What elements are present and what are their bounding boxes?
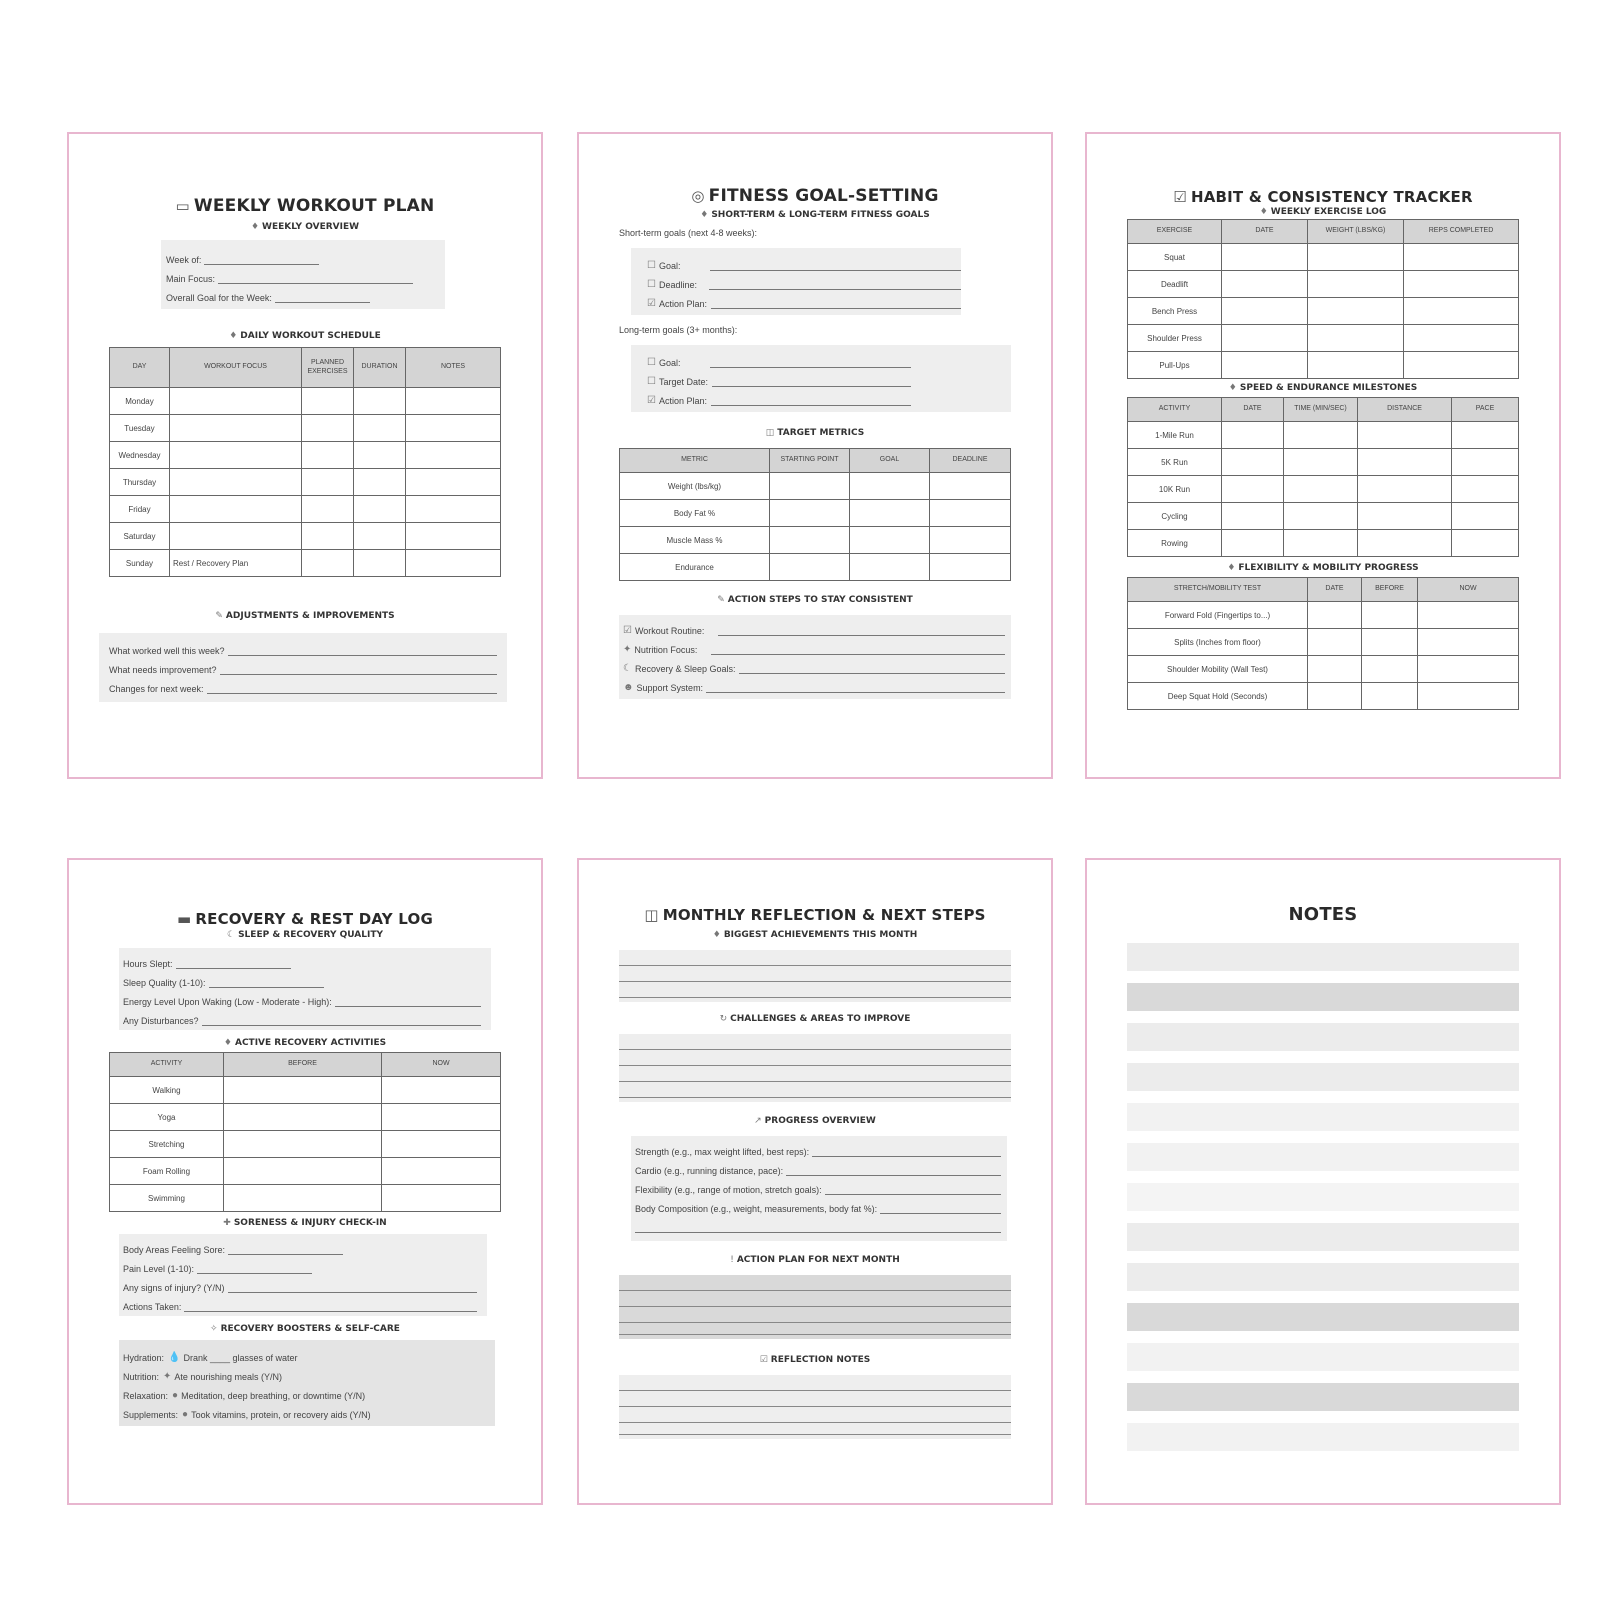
speed-endurance-table — [1127, 397, 1519, 557]
table-header: GOAL — [850, 449, 930, 473]
progress-box — [631, 1136, 1007, 1241]
sleep-box — [119, 948, 491, 1030]
moon-icon: ☾ — [227, 930, 236, 940]
section-heading: ☾ SLEEP & RECOVERY QUALITY — [227, 930, 383, 940]
table-header: DATE — [1222, 398, 1284, 422]
action-steps-box — [619, 615, 1011, 699]
notebook-icon: ☑ — [759, 1355, 768, 1365]
page-title: ▬ RECOVERY & REST DAY LOG — [177, 910, 433, 928]
short-action-plan-field[interactable]: ☑ Action Plan: — [647, 290, 961, 309]
sleep-quality-field[interactable]: Sleep Quality (1-10): — [123, 969, 481, 988]
weekly-workout-plan-page — [67, 132, 543, 779]
note-line[interactable] — [1127, 1423, 1519, 1451]
section-heading: ✎ ADJUSTMENTS & IMPROVEMENTS — [215, 611, 395, 621]
table-row — [110, 442, 501, 469]
table-header: STRETCH/MOBILITY TEST — [1128, 578, 1308, 602]
nutrition-item[interactable]: Nutrition: ✦ Ate nourishing meals (Y/N) — [123, 1371, 282, 1382]
note-line[interactable] — [1127, 983, 1519, 1011]
dumbbell-icon: ♦ — [250, 222, 260, 232]
table-header: WORKOUT FOCUS — [170, 348, 302, 388]
page-title: ☑ HABIT & CONSISTENCY TRACKER — [1173, 188, 1473, 206]
table-header: NOW — [382, 1053, 501, 1077]
note-line[interactable] — [1127, 1143, 1519, 1171]
exercise-log-table — [1127, 219, 1519, 379]
worked-well-field[interactable]: What worked well this week? — [109, 637, 497, 656]
table-header: BEFORE — [1362, 578, 1418, 602]
pin-icon: ! — [730, 1255, 734, 1265]
table-header: DISTANCE — [1358, 398, 1452, 422]
metrics-table — [619, 448, 1011, 581]
section-heading: ♦ BIGGEST ACHIEVEMENTS THIS MONTH — [712, 930, 918, 940]
table-header: DEADLINE — [930, 449, 1011, 473]
page-title: ◫ MONTHLY REFLECTION & NEXT STEPS — [644, 906, 986, 924]
table-row: Rowing — [1128, 530, 1519, 557]
recovery-sleep-field[interactable]: ☾ Recovery & Sleep Goals: — [623, 655, 1005, 674]
table-header: WEIGHT (LBS/KG) — [1308, 220, 1404, 244]
pill-icon: ● — [182, 1409, 189, 1420]
notes-lines[interactable] — [1127, 943, 1519, 1451]
bed-icon: ▬ — [177, 910, 192, 928]
day-cell: Sunday — [110, 550, 170, 577]
overview-box — [161, 240, 445, 309]
relaxation-item[interactable]: Relaxation: ● Meditation, deep breathing, or downtime (Y/N) — [123, 1390, 366, 1401]
table-row: Forward Fold (Fingertips to...) — [1128, 602, 1519, 629]
main-focus-field[interactable]: Main Focus: — [166, 265, 445, 284]
notes-page — [1085, 858, 1561, 1505]
body-composition-field[interactable]: Body Composition (e.g., weight, measurements, body fat %): — [635, 1195, 1001, 1214]
table-header: PLANNED EXERCISES — [302, 348, 354, 388]
table-row: Weight (lbs/kg) — [620, 473, 1011, 500]
calendar-icon: ▭ — [175, 197, 190, 215]
long-goal-field[interactable]: ☐ Goal: — [647, 349, 911, 368]
nutrition-focus-field[interactable]: ✦ Nutrition Focus: — [623, 636, 1005, 655]
changes-next-week-field[interactable]: Changes for next week: — [109, 675, 497, 694]
table-header: STARTING POINT — [770, 449, 850, 473]
section-heading: ! ACTION PLAN FOR NEXT MONTH — [730, 1255, 900, 1265]
challenges-lines[interactable] — [619, 1034, 1011, 1102]
section-heading: ♦ SPEED & ENDURANCE MILESTONES — [1228, 383, 1418, 393]
week-of-field[interactable]: Week of: — [166, 246, 445, 265]
table-row — [110, 523, 501, 550]
meditation-icon: ● — [172, 1390, 179, 1401]
table-row: Muscle Mass % — [620, 527, 1011, 554]
table-row: Swimming — [110, 1185, 501, 1212]
bandage-icon: ✚ — [223, 1218, 231, 1228]
table-header: PACE — [1452, 398, 1519, 422]
progress-extra-line[interactable] — [635, 1214, 1001, 1233]
table-row: Bench Press — [1128, 298, 1519, 325]
table-header: ACTIVITY — [110, 1053, 224, 1077]
table-row — [110, 469, 501, 496]
sparkle-icon: ✧ — [210, 1324, 218, 1334]
long-term-box — [631, 345, 1011, 412]
overall-goal-field[interactable]: Overall Goal for the Week: — [166, 284, 445, 303]
achievements-lines[interactable] — [619, 950, 1011, 1002]
workout-routine-field[interactable]: ☑ Workout Routine: — [623, 617, 1005, 636]
section-heading: ◫ TARGET METRICS — [765, 428, 865, 438]
note-line[interactable] — [1127, 1303, 1519, 1331]
pain-level-field[interactable]: Pain Level (1-10): — [123, 1255, 477, 1274]
wrench-icon: ✎ — [717, 595, 725, 605]
action-plan-lines[interactable] — [619, 1275, 1011, 1339]
trend-icon: ↗ — [754, 1116, 762, 1126]
table-header: EXERCISE — [1128, 220, 1222, 244]
fitness-goal-setting-page — [577, 132, 1053, 779]
chart-icon: ◫ — [644, 906, 659, 924]
trophy-icon: ☐ — [647, 279, 656, 290]
sore-areas-field[interactable]: Body Areas Feeling Sore: — [123, 1236, 477, 1255]
table-row: Cycling — [1128, 503, 1519, 530]
water-drop-icon: 💧 — [168, 1352, 181, 1363]
section-heading: ✚ SORENESS & INJURY CHECK-IN — [223, 1218, 387, 1228]
runner-icon: ♦ — [1228, 383, 1237, 393]
table-row: Sunday Rest / Recovery Plan — [110, 550, 501, 577]
checkbox-icon: ☑ — [623, 625, 632, 636]
page-title: ◎ FITNESS GOAL-SETTING — [691, 186, 939, 206]
page-title: NOTES — [1288, 904, 1358, 925]
note-line[interactable] — [1127, 1343, 1519, 1371]
monthly-reflection-page — [577, 858, 1053, 1505]
habit-tracker-page — [1085, 132, 1561, 779]
day-cell: Wednesday — [110, 442, 170, 469]
soreness-box — [119, 1234, 487, 1316]
day-cell: Tuesday — [110, 415, 170, 442]
section-heading: ♦ ACTIVE RECOVERY ACTIVITIES — [223, 1038, 387, 1048]
section-heading: ♦ WEEKLY OVERVIEW — [250, 222, 360, 232]
section-heading: ♦ DAILY WORKOUT SCHEDULE — [229, 331, 381, 341]
section-heading: ♦ WEEKLY EXERCISE LOG — [1259, 207, 1387, 217]
food-icon: ✦ — [623, 644, 632, 655]
note-line[interactable] — [1127, 1183, 1519, 1211]
table-row: 5K Run — [1128, 449, 1519, 476]
checkbox-icon: ☑ — [647, 395, 656, 406]
table-header: ACTIVITY — [1128, 398, 1222, 422]
section-heading: ✧ RECOVERY BOOSTERS & SELF-CARE — [210, 1324, 400, 1334]
refresh-icon: ↻ — [719, 1014, 728, 1024]
note-line[interactable] — [1127, 1383, 1519, 1411]
table-row: 10K Run — [1128, 476, 1519, 503]
boosters-box — [119, 1340, 495, 1426]
supplements-item[interactable]: Supplements: ● Took vitamins, protein, or recovery aids (Y/N) — [123, 1409, 371, 1420]
dumbbell-icon: ♦ — [229, 331, 238, 341]
short-goal-field[interactable]: ☐ Goal: — [647, 252, 961, 271]
hydration-item[interactable]: Hydration: 💧 Drank ____ glasses of water — [123, 1352, 298, 1363]
table-row — [110, 388, 501, 415]
table-row: Deep Squat Hold (Seconds) — [1128, 683, 1519, 710]
injury-signs-field[interactable]: Any signs of injury? (Y/N) — [123, 1274, 477, 1293]
flexibility-field[interactable]: Flexibility (e.g., range of motion, stretch goals): — [635, 1176, 1001, 1195]
disturbances-field[interactable]: Any Disturbances? — [123, 1007, 481, 1026]
needs-improvement-field[interactable]: What needs improvement? — [109, 656, 497, 675]
note-line[interactable] — [1127, 1223, 1519, 1251]
adjustments-box — [99, 633, 507, 702]
section-heading: ♦ SHORT-TERM & LONG-TERM FITNESS GOALS — [700, 210, 930, 220]
actions-taken-field[interactable]: Actions Taken: — [123, 1293, 477, 1312]
table-row: Shoulder Press — [1128, 325, 1519, 352]
table-header: TIME (MIN/SEC) — [1284, 398, 1358, 422]
food-icon: ✦ — [163, 1371, 172, 1382]
table-header: METRIC — [620, 449, 770, 473]
table-header: REPS COMPLETED — [1404, 220, 1519, 244]
checkbox-icon: ☐ — [647, 260, 656, 271]
long-action-plan-field[interactable]: ☑ Action Plan: — [647, 387, 911, 406]
section-heading: ☑ REFLECTION NOTES — [759, 1355, 871, 1365]
section-heading: ♦ FLEXIBILITY & MOBILITY PROGRESS — [1227, 563, 1419, 573]
runner-icon: ♦ — [223, 1038, 232, 1048]
support-system-field[interactable]: ☻ Support System: — [623, 674, 1005, 693]
recovery-log-page — [67, 858, 543, 1505]
wrench-icon: ✎ — [215, 611, 223, 621]
table-header: NOTES — [406, 348, 501, 388]
cardio-field[interactable]: Cardio (e.g., running distance, pace): — [635, 1157, 1001, 1176]
day-cell: Friday — [110, 496, 170, 523]
table-row: Shoulder Mobility (Wall Test) — [1128, 656, 1519, 683]
note-line[interactable] — [1127, 943, 1519, 971]
section-heading: ↻ CHALLENGES & AREAS TO IMPROVE — [719, 1014, 911, 1024]
day-cell: Thursday — [110, 469, 170, 496]
flexibility-table — [1127, 577, 1519, 710]
table-header: DAY — [110, 348, 170, 388]
table-row: Body Fat % — [620, 500, 1011, 527]
target-icon: ◎ — [691, 187, 705, 205]
active-recovery-table — [109, 1052, 501, 1212]
day-cell: Monday — [110, 388, 170, 415]
table-row: Squat — [1128, 244, 1519, 271]
page-title: ▭ WEEKLY WORKOUT PLAN — [175, 196, 435, 216]
table-header: BEFORE — [224, 1053, 382, 1077]
short-deadline-field[interactable]: ☐ Deadline: — [647, 271, 961, 290]
people-icon: ☻ — [623, 682, 634, 693]
strength-field[interactable]: Strength (e.g., max weight lifted, best reps): — [635, 1138, 1001, 1157]
table-row — [110, 415, 501, 442]
short-term-label: Short-term goals (next 4-8 weeks): — [619, 228, 758, 238]
trophy-icon: ☐ — [647, 376, 656, 387]
checkbox-icon: ☐ — [647, 357, 656, 368]
long-term-label: Long-term goals (3+ months): — [619, 325, 738, 335]
table-header: NOW — [1418, 578, 1519, 602]
checkbox-icon: ☑ — [647, 298, 656, 309]
table-row: Deadlift — [1128, 271, 1519, 298]
table-header: DATE — [1222, 220, 1308, 244]
stretch-icon: ♦ — [1227, 563, 1236, 573]
note-line[interactable] — [1127, 1063, 1519, 1091]
section-heading: ↗ PROGRESS OVERVIEW — [754, 1116, 876, 1126]
table-row: Splits (Inches from floor) — [1128, 629, 1519, 656]
section-heading: ✎ ACTION STEPS TO STAY CONSISTENT — [717, 595, 913, 605]
note-line[interactable] — [1127, 1103, 1519, 1131]
table-header: DURATION — [354, 348, 406, 388]
long-target-date-field[interactable]: ☐ Target Date: — [647, 368, 911, 387]
checkbox-icon: ☑ — [1173, 188, 1187, 206]
day-cell: Saturday — [110, 523, 170, 550]
short-term-box — [631, 248, 961, 315]
table-row: Walking — [110, 1077, 501, 1104]
table-row: Stretching — [110, 1131, 501, 1158]
schedule-table — [109, 347, 501, 577]
table-header: DATE — [1308, 578, 1362, 602]
table-row: Foam Rolling — [110, 1158, 501, 1185]
chart-icon: ◫ — [765, 428, 775, 438]
table-row: Yoga — [110, 1104, 501, 1131]
trophy-icon: ♦ — [700, 210, 709, 220]
trophy-icon: ♦ — [712, 930, 721, 940]
table-row: 1-Mile Run — [1128, 422, 1519, 449]
reflection-notes-lines[interactable] — [619, 1375, 1011, 1439]
moon-icon: ☾ — [623, 663, 632, 674]
note-line[interactable] — [1127, 1263, 1519, 1291]
note-line[interactable] — [1127, 1023, 1519, 1051]
table-row: Endurance — [620, 554, 1011, 581]
energy-level-field[interactable]: Energy Level Upon Waking (Low - Moderate - High): — [123, 988, 481, 1007]
hours-slept-field[interactable]: Hours Slept: — [123, 950, 481, 969]
table-row — [110, 496, 501, 523]
dumbbell-icon: ♦ — [1259, 207, 1268, 217]
table-row: Pull-Ups — [1128, 352, 1519, 379]
